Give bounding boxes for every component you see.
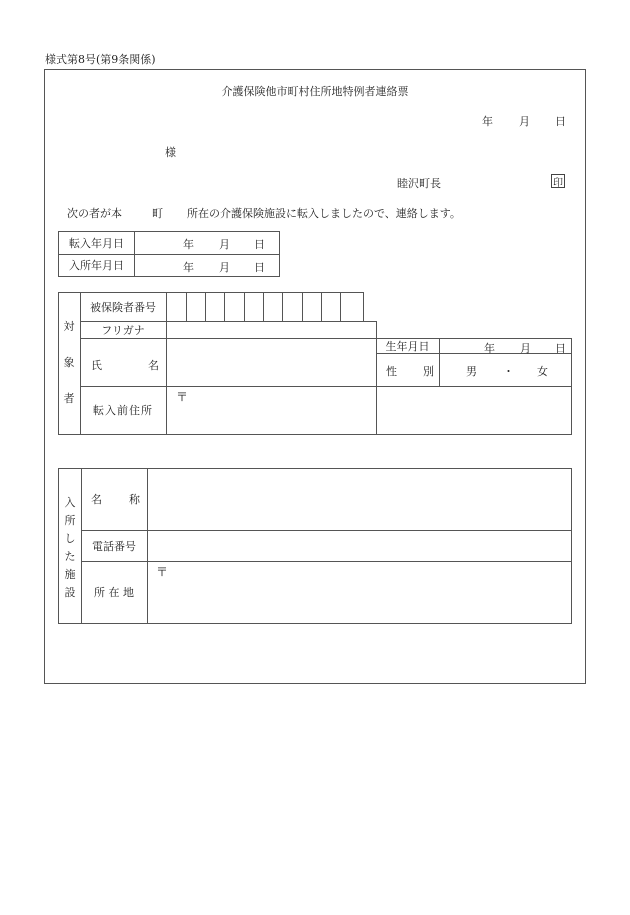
sex-option-male[interactable]: 男 <box>466 365 477 378</box>
sex-label-1: 性 <box>386 365 397 378</box>
date-month-label: 月 <box>519 115 530 128</box>
admission-year-label: 年 <box>183 261 194 274</box>
sex-label-2: 別 <box>423 365 434 378</box>
facility-address-field[interactable] <box>148 562 571 623</box>
birth-month-label: 月 <box>520 342 531 355</box>
birthdate-label: 生年月日 <box>385 339 430 353</box>
facility-name-label-2: 称 <box>129 493 140 506</box>
subject-side-label: 対 象 者 <box>63 320 75 405</box>
facility-table <box>58 468 572 624</box>
date-year-label: 年 <box>482 115 493 128</box>
admission-date-label: 入所年月日 <box>69 259 124 272</box>
insured-number-label: 被保険者番号 <box>90 300 156 314</box>
facility-name-field[interactable] <box>148 469 571 530</box>
sex-option-separator: ・ <box>503 365 514 378</box>
move-in-day-label: 日 <box>254 238 265 251</box>
name-field[interactable] <box>167 339 376 386</box>
postal-mark-icon: 〒 <box>176 390 189 404</box>
issuer-name: 睦沢町長 <box>397 177 441 190</box>
insured-number-field[interactable] <box>166 292 363 321</box>
facility-address-label: 所 在 地 <box>94 586 134 599</box>
date-day-label: 日 <box>555 115 566 128</box>
name-label-1: 氏 <box>91 359 102 372</box>
move-in-year-label: 年 <box>183 238 194 251</box>
sex-option-female[interactable]: 女 <box>537 365 548 378</box>
move-in-date-label: 転入年月日 <box>69 237 124 250</box>
statement-part2: 町 <box>152 207 163 220</box>
addressee-suffix: 様 <box>165 146 176 159</box>
facility-phone-field[interactable] <box>148 531 571 561</box>
facility-postal-mark-icon: 〒 <box>156 565 169 579</box>
form-number: 様式第8号(第9条関係) <box>45 53 156 66</box>
facility-phone-label: 電話番号 <box>92 539 136 553</box>
furigana-label: フリガナ <box>101 323 145 337</box>
furigana-field[interactable] <box>167 322 376 338</box>
dates-table <box>58 231 280 277</box>
form-frame <box>44 69 586 684</box>
name-label-2: 名 <box>148 359 159 372</box>
form-title: 介護保険他市町村住所地特例者連絡票 <box>221 85 409 98</box>
seal-mark: 印 <box>551 174 565 188</box>
move-in-month-label: 月 <box>219 238 230 251</box>
statement-part3: 所在の介護保険施設に転入しましたので、連絡します。 <box>187 207 461 220</box>
facility-side-label: 入 所 し た 施 設 <box>64 496 76 599</box>
facility-name-label-1: 名 <box>91 493 102 506</box>
birth-year-label: 年 <box>484 342 495 355</box>
prev-address-field[interactable] <box>167 387 571 434</box>
prev-address-label: 転入前住所 <box>93 404 153 417</box>
admission-day-label: 日 <box>254 261 265 274</box>
admission-month-label: 月 <box>219 261 230 274</box>
birth-day-label: 日 <box>555 342 566 355</box>
statement-part1: 次の者が本 <box>67 207 122 220</box>
